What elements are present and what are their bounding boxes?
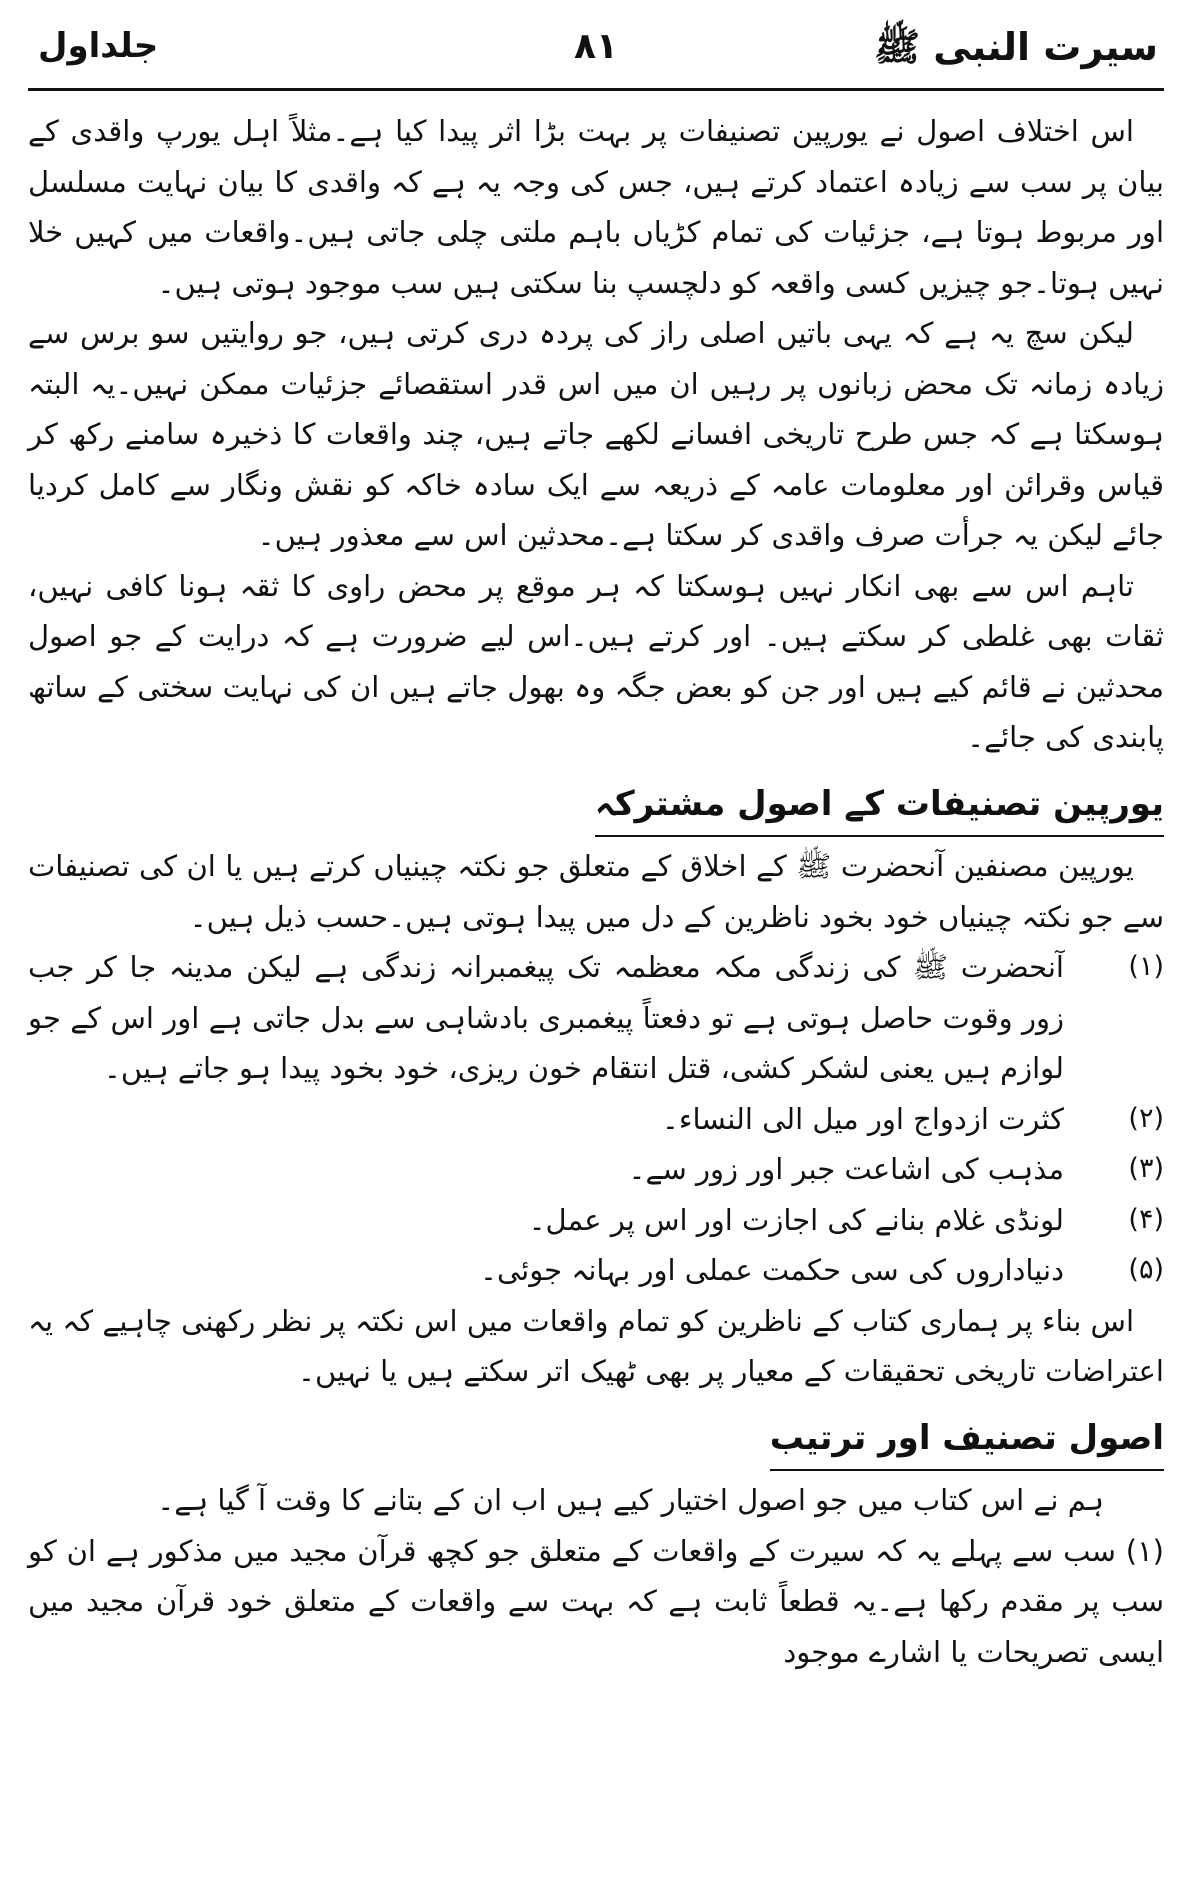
list-item-number: (۵) xyxy=(1128,1254,1164,1285)
header-rule xyxy=(28,88,1164,91)
list-item xyxy=(28,1144,1164,1195)
running-title: سیرت النبی ﷺ xyxy=(874,25,1158,69)
list-item-number: (۳) xyxy=(1128,1153,1164,1184)
section-heading-2 xyxy=(28,1413,1164,1472)
paragraph-1: اس اختلاف اصول نے یورپین تصنیفات پر بہت بڑا اثر پیدا کیا ہے۔مثلاً اہل یورپ واقدی کے بیان پر سب سے زیادہ اعتماد کرتے ہیں، جس کی وجہ یہ ہے کہ واقدی کا بیان نہایت مسلسل اور مربوط ہوتا ہے، جزئیات کی تمام کڑیاں باہم ملتی چلی جاتی ہیں۔واقعات میں کہیں خلا نہیں ہوتا۔جو چیزیں کسی واقعہ کو دلچسپ بنا سکتی ہیں سب موجود ہوتی ہیں۔ xyxy=(28,114,1164,300)
list-item xyxy=(28,1094,1164,1145)
paragraph-method-1: (۱) سب سے پہلے یہ کہ سیرت کے واقعات کے متعلق جو کچھ قرآن مجید میں مذکور ہے ان کو سب پر مقدم رکھا ہے۔یہ قطعاً ثابت ہے کہ بہت سے واقعات کے متعلق خود قرآن مجید میں ایسی تصریحات یا اشارے موجود xyxy=(28,1533,1164,1669)
list-item-number: (۱) xyxy=(1128,951,1164,982)
book-page xyxy=(28,14,1164,1881)
list-item-text: دنیاداروں کی سی حکمت عملی اور بہانہ جوئی۔ xyxy=(479,1253,1064,1287)
paragraph-3: تاہم اس سے بھی انکار نہیں ہوسکتا کہ ہر موقع پر محض راوی کا ثقہ ہونا کافی نہیں، ثقات بھی غلطی کر سکتے ہیں۔ اور کرتے ہیں۔اس لیے ضرورت ہے کہ درایت کے جو اصول محدثین نے قائم کیے ہیں اور جن کو بعض جگہ وہ بھول جاتے ہیں ان کی نہایت سختی کے ساتھ پابندی کی جائے۔ xyxy=(28,568,1164,754)
section-heading-1-text: یورپین تصنیفات کے اصول مشترکہ xyxy=(595,779,1164,838)
paragraph-intro-2: یورپین مصنفین آنحضرت ﷺ کے اخلاق کے متعلق جو نکتہ چینیاں کرتے ہیں یا ان کی تصنیفات سے جو نکتہ چینیاں خود بخود ناظرین کے دل میں پیدا ہوتی ہیں۔حسب ذیل ہیں۔ xyxy=(28,849,1164,934)
paragraph-2: لیکن سچ یہ ہے کہ یہی باتیں اصلی راز کی پردہ دری کرتی ہیں، جو روایتیں سو برس سے زیادہ زمانہ تک محض زبانوں پر رہیں ان میں اس قدر استقصائے جزئیات ممکن نہیں۔یہ البتہ ہوسکتا ہے کہ جس طرح تاریخی افسانے لکھے جاتے ہیں، چند واقعات کا ذخیرہ سامنے رکھ کر قیاس وقرائن اور معلومات عامہ کے ذریعہ سے ایک سادہ خاکہ کو نقش ونگار سے کامل کردیا جائے لیکن یہ جرأت صرف واقدی کر سکتا ہے۔محدثین اس سے معذور ہیں۔ xyxy=(28,316,1164,552)
page-body xyxy=(28,106,1164,1677)
list-item-text: کثرت ازدواج اور میل الی النساء۔ xyxy=(661,1101,1064,1136)
volume-label: جلداول xyxy=(38,26,159,66)
section-heading-2-text: اصول تصنیف اور ترتیب xyxy=(770,1413,1164,1472)
list-item-text: آنحضرت ﷺ کی زندگی مکہ معظمہ تک پیغمبرانہ زندگی ہے لیکن مدینہ جا کر جب زور وقوت حاصل ہوتی ہے تو دفعتاً پیغمبری بادشاہی سے بدل جاتی ہے اور اس کے جو لوازم ہیں یعنی لشکر کشی، قتل انتقام خون ریزی، خود بخود پیدا ہو جاتے ہیں۔ xyxy=(28,950,1064,1085)
list-item-text: مذہب کی اشاعت جبر اور زور سے۔ xyxy=(628,1152,1064,1186)
list-item xyxy=(28,1195,1164,1246)
list-item-text: لونڈی غلام بنانے کی اجازت اور اس پر عمل۔ xyxy=(528,1202,1064,1237)
list-item-number: (۲) xyxy=(1128,1102,1164,1134)
list-item-number: (۴) xyxy=(1128,1203,1164,1235)
list-item xyxy=(28,1245,1164,1296)
list-item xyxy=(28,942,1164,1094)
page-number: ۸۱ xyxy=(574,26,618,67)
section-heading-1 xyxy=(28,779,1164,838)
paragraph-method-intro: ہم نے اس کتاب میں جو اصول اختیار کیے ہیں اب ان کے بتانے کا وقت آ گیا ہے۔ xyxy=(157,1483,1104,1517)
page-header xyxy=(28,14,1164,106)
paragraph-after-list: اس بناء پر ہماری کتاب کے ناظرین کو تمام واقعات میں اس نکتہ پر نظر رکھنی چاہیے کہ یہ اعتراضات تاریخی تحقیقات کے معیار پر بھی ٹھیک اتر سکتے ہیں یا نہیں۔ xyxy=(28,1303,1164,1388)
